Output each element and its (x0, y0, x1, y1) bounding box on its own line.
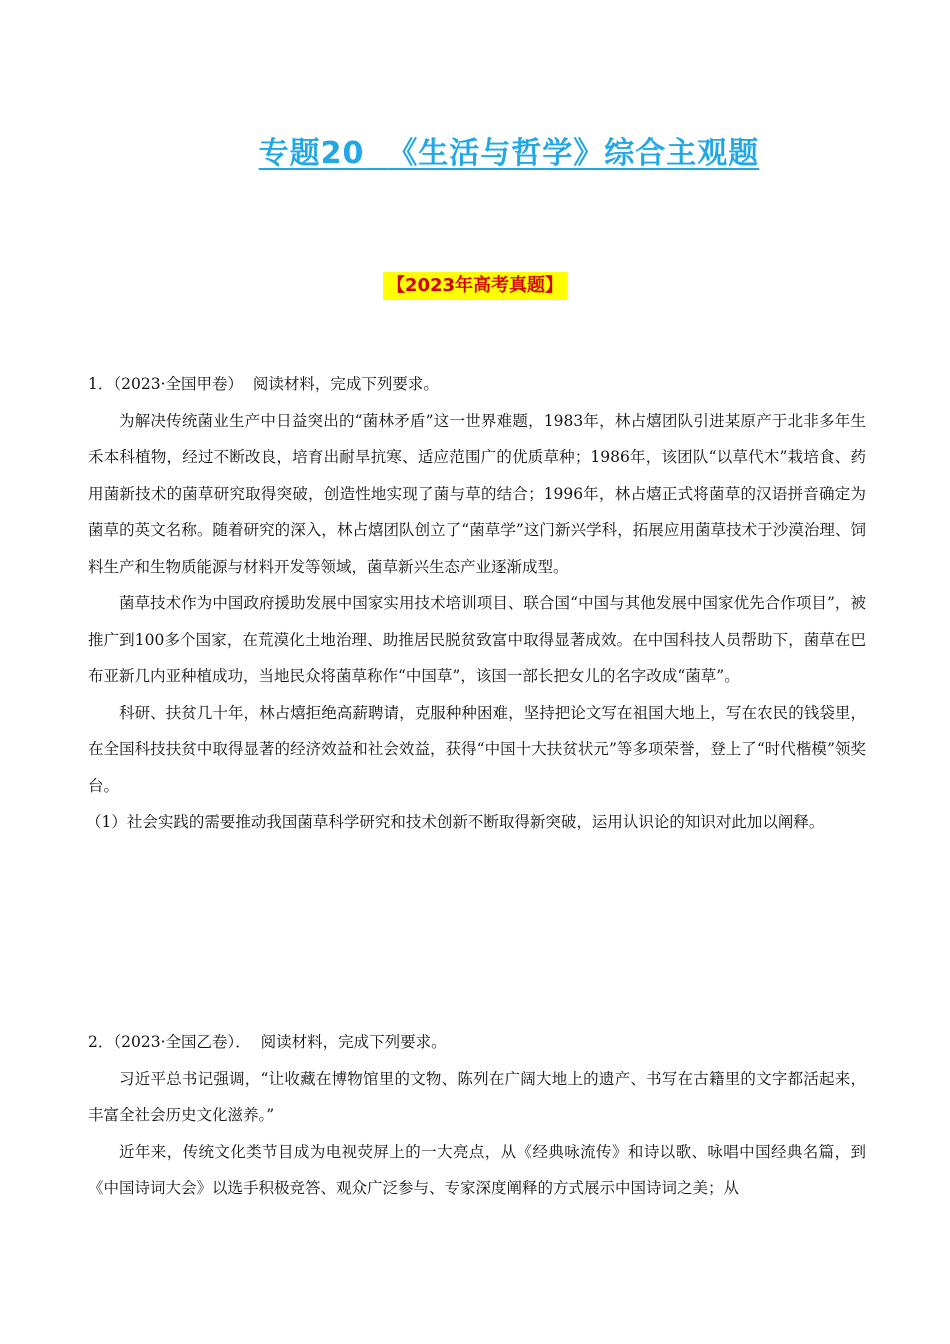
document-title (0, 128, 950, 172)
question-1-paragraph: 科研、扶贫几十年，林占熺拒绝高薪聘请，克服种种困难，坚持把论文写在祖国大地上，写在农民的钱袋里，在全国科技扶贫中取得显著的经济效益和社会效益，获得“中国十大扶贫状元”等多项荣誉，登上了“时代楷模”领奖台。 (88, 703, 866, 795)
question-1-subquestion: （1）社会实践的需要推动我国菌草科学研究和技术创新不断取得新突破，运用认识论的知识对此加以阐释。 (86, 813, 825, 831)
section-header-label: 【2023年高考真题】 (383, 272, 567, 300)
question-1-paragraph: 菌草技术作为中国政府援助发展中国家实用技术培训项目、联合国“中国与其他发展中国家优先合作项目”，被推广到100多个国家，在荒漠化土地治理、助推居民脱贫致富中取得显著成效。在中国科技人员帮助下，菌草在巴布亚新几内亚种植成功，当地民众将菌草称作“中国草”，该国一部长把女儿的名字改成“菌草”。 (88, 594, 866, 685)
question-2-paragraph: 习近平总书记强调，“让收藏在博物馆里的文物、陈列在广阔大地上的遗产、书写在古籍里的文字都活起来，丰富全社会历史文化滋养。” (88, 1069, 866, 1124)
question-2-source: （2023·全国乙卷）． (113, 1033, 251, 1051)
question-2-instruction: 阅读材料，完成下列要求。 (260, 1033, 447, 1051)
question-1-source: （2023·全国甲卷） (113, 375, 243, 393)
question-1 (88, 366, 866, 841)
title-main: 《生活与哲学》综合主观题 (387, 136, 760, 171)
question-1-paragraph: 为解决传统菌业生产中日益突出的“菌林矛盾”这一世界难题，1983年，林占熺团队引进某原产于北非多年生禾本科植物，经过不断改良，培育出耐旱抗寒、适应范围广的优质草种；1986年，该团队“以草代木”栽培食、药用菌新技术的菌草研究取得突破，创造性地实现了菌与草的结合；1996年，林占熺正式将菌草的汉语拼音确定为菌草的英文名称。随着研究的深入，林占熺团队创立了“菌草学”这门新兴学科，拓展应用菌草技术于沙漠治理、饲料生产和生物质能源与材料开发等领域，菌草新兴生态产业逐渐成型。 (88, 411, 866, 576)
question-2-number: 2． (88, 1033, 114, 1051)
question-2-paragraph: 近年来，传统文化类节目成为电视荧屏上的一大亮点，从《经典咏流传》和诗以歌、咏唱中国经典名篇，到《中国诗词大会》以选手积极竞答、观众广泛参与、专家深度阐释的方式展示中国诗词之美；从 (88, 1142, 866, 1197)
question-1-header (88, 366, 866, 403)
question-2-header (88, 1024, 866, 1061)
question-1-number: 1． (88, 375, 114, 393)
question-1-instruction: 阅读材料，完成下列要求。 (252, 375, 439, 393)
section-header (0, 272, 950, 300)
title-prefix: 专题20 (258, 136, 365, 171)
question-2 (88, 1024, 866, 1207)
